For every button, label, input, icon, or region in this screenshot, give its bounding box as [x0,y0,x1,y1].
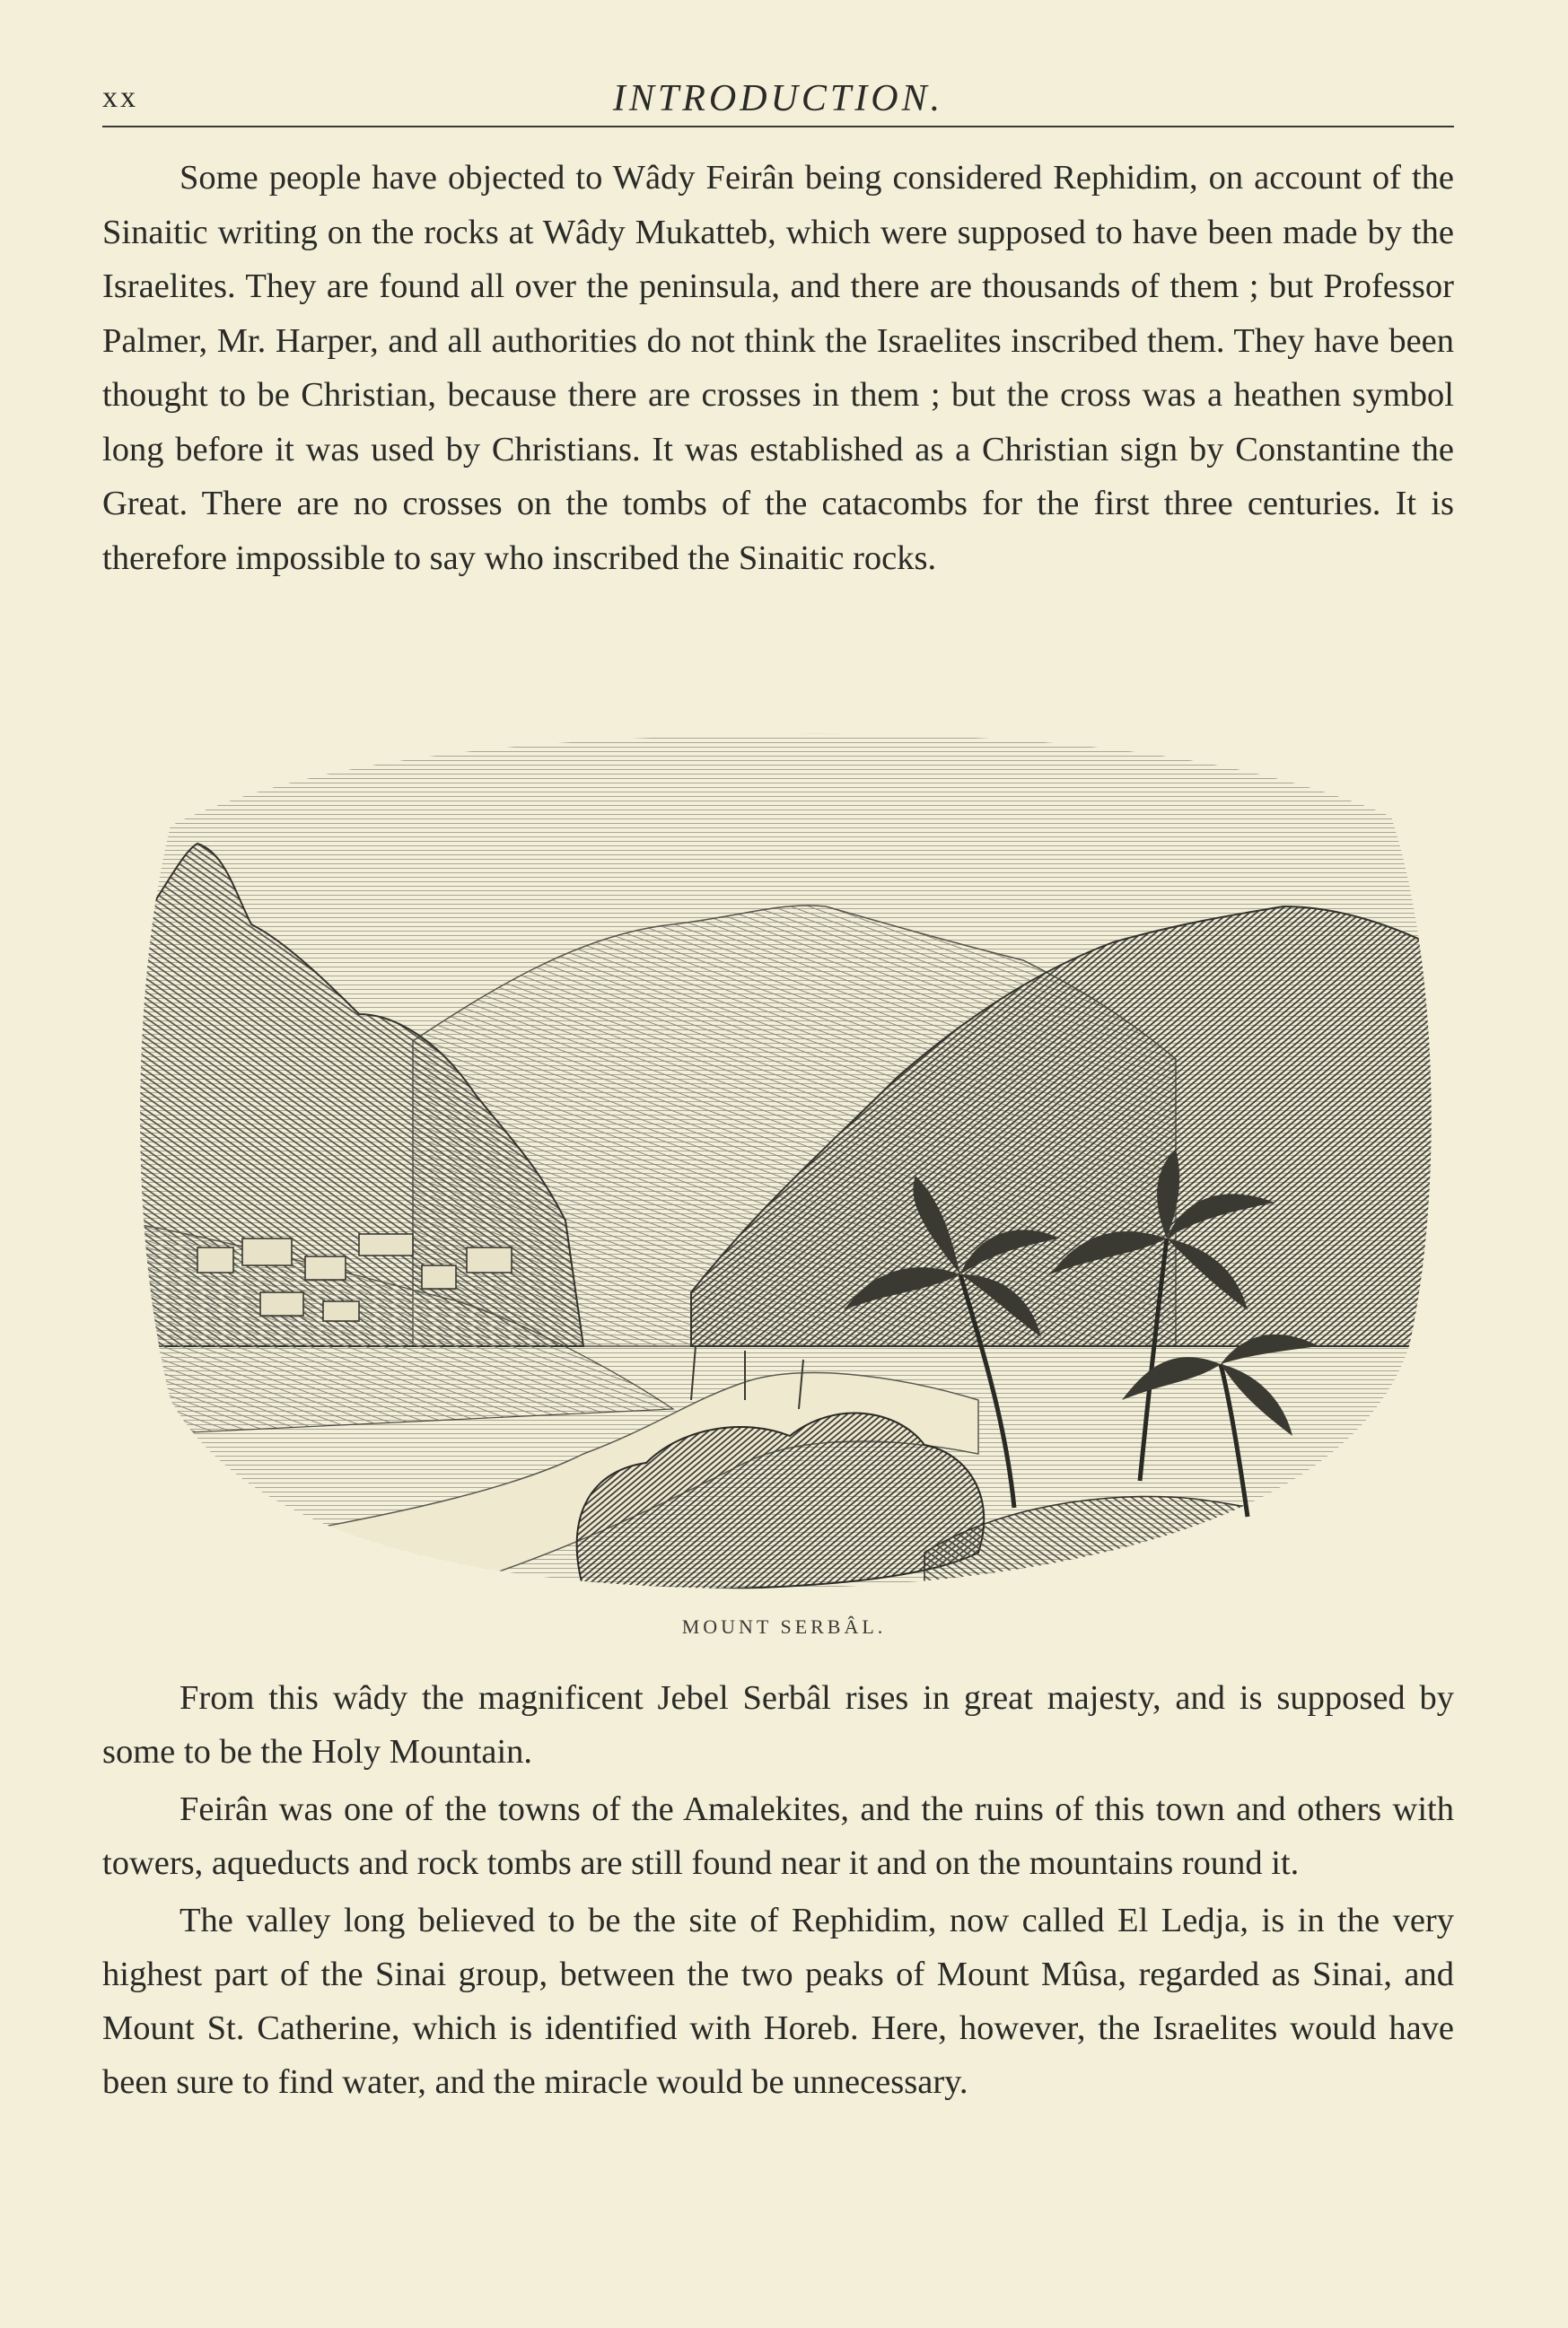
text-block-top [102,151,1454,585]
paragraph: From this wâdy the magnificent Jebel Serbâl rises in great majesty, and is supposed by some to be the Holy Mountain. [102,1679,1454,1771]
paragraph: Some people have objected to Wâdy Feirân being considered Rephidim, on account of the Sinaitic writing on the rocks at Wâdy Mukatteb, which were supposed to have been made by the Israelites. They are found all over the peninsula, and there are thousands of them ; but Professor Palmer, Mr. Harper, and all authorities do not think the Israelites inscribed them. They have been thought to be Christian, because there are crosses in them ; but the cross was a heathen symbol long before it was used by Christians. It was established as a Christian sign by Constantine the Great. There are no crosses on the tombs of the catacombs for the first three centuries. It is therefore impossible to say who inscribed the Sinaitic rocks. [102,159,1454,577]
paragraph: The valley long believed to be the site of Rephidim, now called El Ledja, is in the very highest part of the Sinai group, between the two peaks of Mount Mûsa, regarded as Sinai, and Mount St. Catherine, which is identified with Horeb. Here, however, the Israelites would have been sure to find water, and the miracle would be unnecessary. [102,1902,1454,2101]
page-header [102,70,1454,127]
engraving-mount-serbal [117,718,1445,1606]
text-block-bottom [102,1671,1454,2109]
figure-caption: MOUNT SERBÂL. [681,1615,887,1638]
running-head: INTRODUCTION. [612,78,944,119]
paragraph: Feirân was one of the towns of the Amalekites, and the ruins of this town and others with towers, aqueducts and rock tombs are still found near it and on the mountains round it. [102,1790,1454,1882]
page-number: xx [102,81,138,114]
